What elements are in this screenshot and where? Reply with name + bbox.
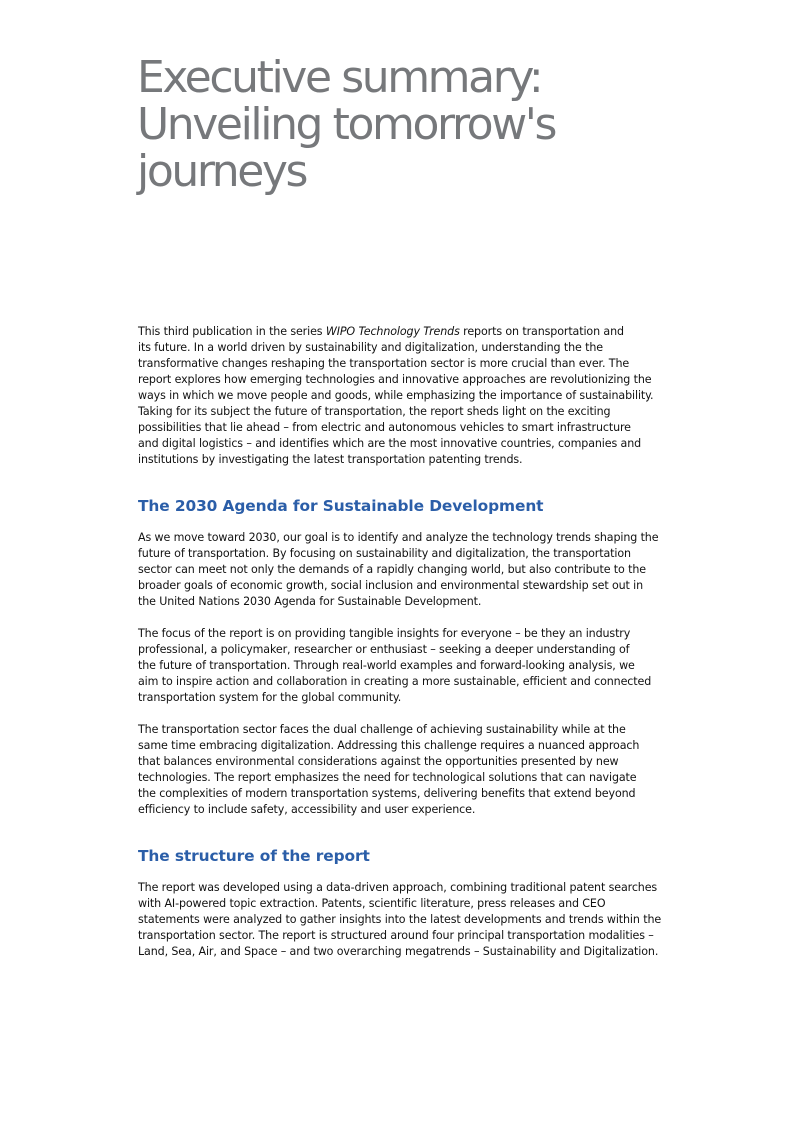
- intro-paragraph: [138, 324, 668, 468]
- paragraph-line: the complexities of modern transportation systems, delivering benefits that extend beyond: [138, 787, 636, 800]
- paragraph-line: professional, a policymaker, researcher or enthusiast – seeking a deeper understanding of: [138, 643, 630, 656]
- section-heading-report-structure: The structure of the report: [138, 847, 370, 865]
- agenda-paragraph-2: [138, 626, 668, 706]
- paragraph-line: [138, 324, 668, 340]
- intro-text-tail: reports on transportation and: [459, 325, 624, 338]
- paragraph-line: efficiency to include safety, accessibility and user experience.: [138, 803, 476, 816]
- paragraph-line: report explores how emerging technologies and innovative approaches are revolutionizing the: [138, 373, 652, 386]
- paragraph-line: The report was developed using a data-driven approach, combining traditional patent searches: [138, 881, 658, 894]
- paragraph-line: transportation system for the global community.: [138, 691, 402, 704]
- paragraph-line: its future. In a world driven by sustainability and digitalization, understanding the the: [138, 341, 603, 354]
- structure-paragraph-1: [138, 880, 668, 960]
- paragraph-line: future of transportation. By focusing on sustainability and digitalization, the transportation: [138, 547, 631, 560]
- paragraph-line: The focus of the report is on providing tangible insights for everyone – be they an industry: [138, 627, 631, 640]
- paragraph-line: the United Nations 2030 Agenda for Sustainable Development.: [138, 595, 482, 608]
- section-heading-2030-agenda: The 2030 Agenda for Sustainable Development: [138, 497, 544, 515]
- agenda-paragraph-3: [138, 722, 668, 818]
- paragraph-line: transportation sector. The report is structured around four principal transportation modalities –: [138, 929, 654, 942]
- paragraph-line: with AI-powered topic extraction. Patents, scientific literature, press releases and CEO: [138, 897, 606, 910]
- page-title: [137, 54, 697, 195]
- paragraph-line: broader goals of economic growth, social inclusion and environmental stewardship set out in: [138, 579, 644, 592]
- paragraph-line: institutions by investigating the latest transportation patenting trends.: [138, 453, 523, 466]
- paragraph-line: possibilities that lie ahead – from electric and autonomous vehicles to smart infrastructure: [138, 421, 631, 434]
- paragraph-line: aim to inspire action and collaboration in creating a more sustainable, efficient and connected: [138, 675, 652, 688]
- intro-text-lead: This third publication in the series: [138, 325, 326, 338]
- paragraph-line: Land, Sea, Air, and Space – and two overarching megatrends – Sustainability and Digitalization.: [138, 945, 659, 958]
- document-body: [138, 324, 668, 960]
- paragraph-line: same time embracing digitalization. Addressing this challenge requires a nuanced approach: [138, 739, 640, 752]
- page-title-line: Executive summary:: [137, 52, 542, 103]
- paragraph-line: technologies. The report emphasizes the need for technological solutions that can navigate: [138, 771, 637, 784]
- paragraph-line: that balances environmental considerations against the opportunities presented by new: [138, 755, 619, 768]
- paragraph-line: transformative changes reshaping the transportation sector is more crucial than ever. The: [138, 357, 630, 370]
- paragraph-line: sector can meet not only the demands of a rapidly changing world, but also contribute to the: [138, 563, 646, 576]
- paragraph-line: the future of transportation. Through real-world examples and forward-looking analysis, we: [138, 659, 635, 672]
- page-title-line: Unveiling tomorrow's: [137, 99, 555, 150]
- paragraph-line: The transportation sector faces the dual challenge of achieving sustainability while at the: [138, 723, 626, 736]
- paragraph-line: As we move toward 2030, our goal is to identify and analyze the technology trends shaping the: [138, 531, 659, 544]
- agenda-paragraph-1: [138, 530, 668, 610]
- paragraph-line: and digital logistics – and identifies which are the most innovative countries, companies and: [138, 437, 642, 450]
- paragraph-line: Taking for its subject the future of transportation, the report sheds light on the exciting: [138, 405, 611, 418]
- paragraph-line: statements were analyzed to gather insights into the latest developments and trends within the: [138, 913, 662, 926]
- series-title: WIPO Technology Trends: [325, 325, 460, 338]
- page-title-line: journeys: [137, 146, 307, 197]
- paragraph-line: ways in which we move people and goods, while emphasizing the importance of sustainability.: [138, 389, 654, 402]
